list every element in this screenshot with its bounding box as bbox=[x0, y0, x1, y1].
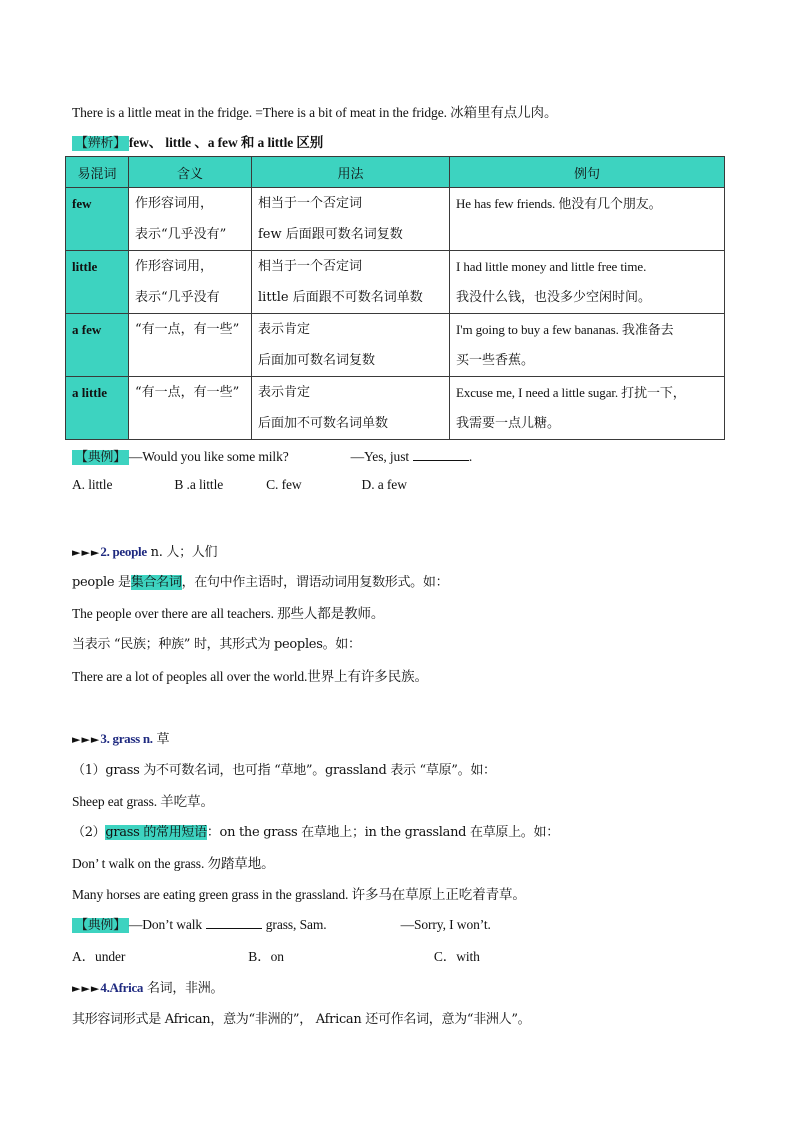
example-cell: He has few friends. 他没有几个朋友。 bbox=[450, 188, 725, 251]
usage-cell: 相当于一个否定词 little 后面跟不可数名词单数 bbox=[252, 251, 450, 314]
usage-cell: 表示肯定 后面加可数名词复数 bbox=[252, 314, 450, 377]
table-row bbox=[66, 314, 725, 377]
section2-example2: There are a lot of peoples all over the world.世界上有许多民族。 bbox=[72, 669, 428, 684]
section3-example1: Sheep eat grass. 羊吃草。 bbox=[72, 794, 214, 809]
meaning-cell: “有一点，有一些” bbox=[129, 377, 252, 440]
word-cell: few bbox=[66, 188, 129, 251]
example-cell: I had little money and little free time. 我没什么钱，也没多少空闲时间。 bbox=[450, 251, 725, 314]
section3-rule2: （2）grass 的常用短语：on the grass 在草地上；in the grassland 在草原上。如： bbox=[72, 825, 559, 840]
section2-rule2: 当表示 “民族；种族” 时，其形式为 peoples。如： bbox=[72, 637, 361, 652]
example2-options bbox=[72, 945, 480, 965]
example2-question-line: 【典例】 —Don’t walk grass, Sam. —Sorry, I won’t. bbox=[72, 914, 491, 933]
usage-cell: 表示肯定 后面加不可数名词单数 bbox=[252, 377, 450, 440]
option-b: B .a little bbox=[174, 477, 224, 492]
example2-answer: —Sorry, I won’t. bbox=[400, 917, 491, 932]
option-b: B．on bbox=[248, 949, 284, 964]
example1-question-line: 【典例】 —Would you like some milk? —Yes, just . bbox=[72, 446, 472, 465]
example-cell: Excuse me, I need a little sugar. 打扰一下， 我需要一点儿糖。 bbox=[450, 377, 725, 440]
section4-title: 4.Africa bbox=[100, 980, 144, 995]
example1-options bbox=[72, 477, 407, 493]
example1-question: —Would you like some milk? bbox=[128, 449, 289, 464]
analysis-tag: 【辨析】 bbox=[72, 136, 129, 151]
highlighted-term: 集合名词 bbox=[130, 575, 182, 590]
section3-heading: ►►►3. grass n. 草 bbox=[72, 731, 170, 747]
example-cell: I'm going to buy a few bananas. 我准备去 买一些香蕉。 bbox=[450, 314, 725, 377]
table-row bbox=[66, 377, 725, 440]
section2-rule: people 是集合名词，在句中作主语时，谓语动词用复数形式。如： bbox=[72, 575, 449, 590]
compare-title: few、 little 、a few 和 a little 区别 bbox=[128, 135, 324, 150]
section3-rule1: （1）grass 为不可数名词，也可指 “草地”。grassland 表示 “草原”。如： bbox=[72, 763, 496, 778]
option-a: A. little bbox=[72, 477, 113, 492]
example-tag: 【典例】 bbox=[72, 918, 129, 933]
option-d: D. a few bbox=[361, 477, 407, 492]
section2-title: 2. people bbox=[100, 544, 147, 559]
section3-title: 3. grass n. bbox=[100, 731, 153, 746]
meaning-cell: “有一点，有一些” bbox=[129, 314, 252, 377]
triple-arrow-icon: ►►► bbox=[72, 982, 101, 995]
table-header-row bbox=[66, 157, 725, 188]
header-cell: 例句 bbox=[450, 157, 725, 188]
section4-heading: ►►►4.Africa 名词，非洲。 bbox=[72, 980, 224, 996]
option-a: A．under bbox=[72, 949, 126, 964]
usage-cell: 相当于一个否定词 few 后面跟可数名词复数 bbox=[252, 188, 450, 251]
table-row bbox=[66, 188, 725, 251]
option-c: C．with bbox=[433, 949, 480, 964]
section2-example1: The people over there are all teachers. 那些人都是教师。 bbox=[72, 606, 385, 621]
compare-heading bbox=[72, 131, 323, 151]
example1-answer: —Yes, just bbox=[350, 449, 410, 464]
section3-example2: Don’ t walk on the grass. 勿踏草地。 bbox=[72, 856, 275, 871]
word-cell: a few bbox=[66, 314, 129, 377]
header-cell: 含义 bbox=[129, 157, 252, 188]
word-cell: little bbox=[66, 251, 129, 314]
highlighted-term: grass 的常用短语 bbox=[105, 825, 207, 840]
header-cell: 用法 bbox=[252, 157, 450, 188]
option-c: C. few bbox=[266, 477, 302, 492]
example-tag: 【典例】 bbox=[72, 450, 129, 465]
meaning-cell: 作形容词用， 表示“几乎没有 bbox=[129, 251, 252, 314]
section2-heading: ►►►2. people n. 人；人们 bbox=[72, 544, 218, 560]
triple-arrow-icon: ►►► bbox=[72, 546, 101, 559]
triple-arrow-icon: ►►► bbox=[72, 733, 101, 746]
section3-example3: Many horses are eating green grass in the grassland. 许多马在草原上正吃着青草。 bbox=[72, 887, 526, 902]
intro-sentence: There is a little meat in the fridge. =There is a bit of meat in the fridge. 冰箱里有点儿肉。 bbox=[72, 105, 558, 120]
comparison-table bbox=[65, 156, 725, 440]
header-cell: 易混词 bbox=[66, 157, 129, 188]
section4-rule: 其形容词形式是 African，意为“非洲的”， African 还可作名词，意为“非洲人”。 bbox=[72, 1012, 531, 1027]
answer-blank bbox=[206, 917, 262, 929]
word-cell: a little bbox=[66, 377, 129, 440]
example2-question: —Don’t walk bbox=[128, 917, 203, 932]
answer-blank bbox=[413, 449, 469, 461]
table-row bbox=[66, 251, 725, 314]
meaning-cell: 作形容词用， 表示“几乎没有” bbox=[129, 188, 252, 251]
